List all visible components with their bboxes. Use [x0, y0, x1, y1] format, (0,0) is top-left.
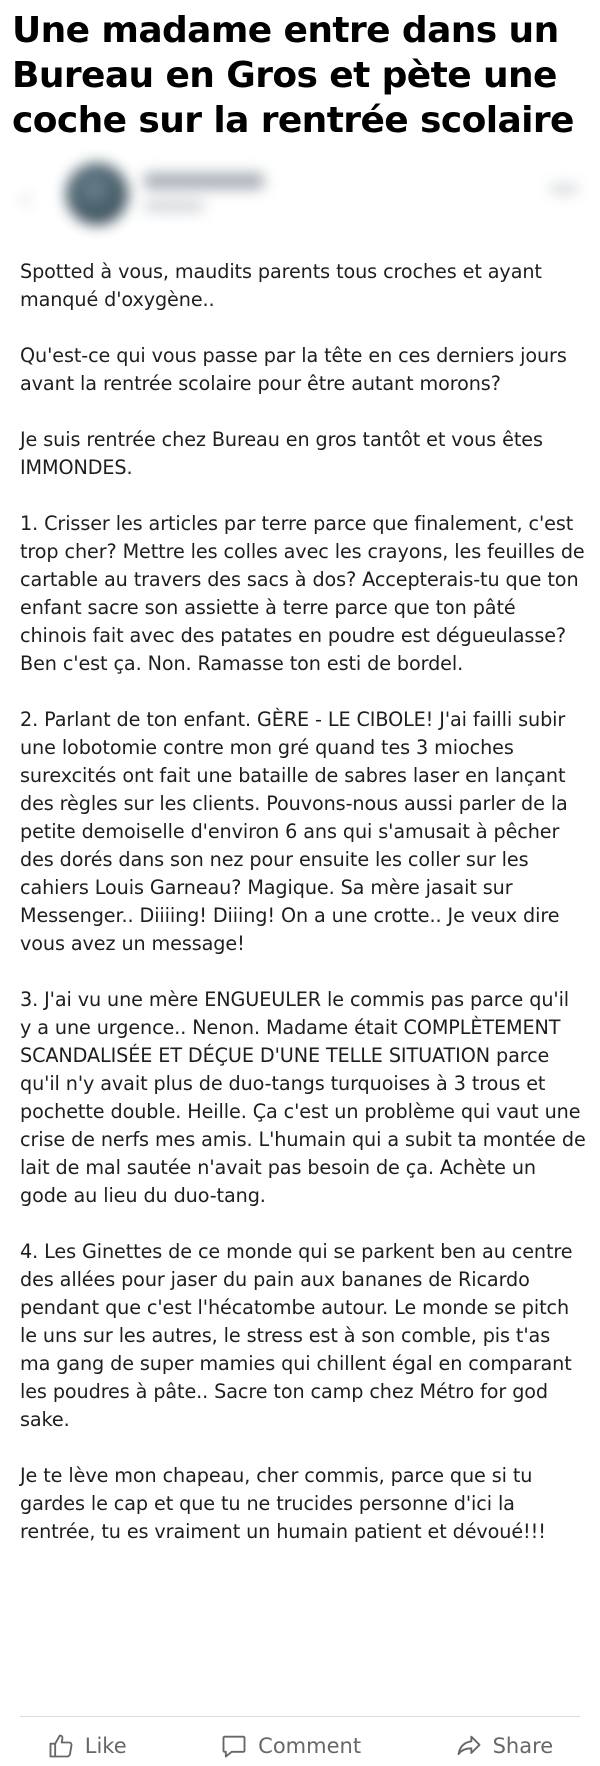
more-options-icon[interactable] — [550, 185, 578, 193]
comment-bubble-icon — [220, 1732, 248, 1760]
post-meta-redacted — [144, 201, 204, 211]
like-button[interactable] — [47, 1732, 127, 1760]
post-header-blurred — [0, 155, 600, 245]
comment-label: Comment — [258, 1734, 362, 1758]
thumbs-up-icon — [47, 1732, 75, 1760]
post-paragraph: 1. Crisser les articles par terre parce que finalement, c'est trop cher? Mettre les colles avec les crayons, les feuilles de cartable au travers des sacs à dos? Accepterais-tu que ton enfant sacre son assiette à terre parce que ton pâté chinois fait avec des patates en poudre est dégueulasse? Ben c'est ça. Non. Ramasse ton esti de bordel. — [20, 512, 585, 675]
share-label: Share — [492, 1734, 554, 1758]
post-actions-bar — [0, 1726, 600, 1766]
comment-button[interactable] — [220, 1732, 361, 1760]
like-label: Like — [84, 1734, 127, 1758]
author-name-redacted[interactable] — [144, 173, 264, 189]
back-arrow-icon[interactable]: ‹ — [22, 185, 30, 212]
post-body — [20, 258, 586, 1574]
post-paragraph: Je te lève mon chapeau, cher commis, parce que si tu gardes le cap et que tu ne trucides personne d'ici la rentrée, tu es vraiment un humain patient et dévoué!!! — [20, 1464, 546, 1543]
share-arrow-icon — [455, 1732, 483, 1760]
actions-divider — [20, 1716, 580, 1717]
avatar[interactable] — [66, 163, 128, 225]
share-button[interactable] — [455, 1732, 554, 1760]
headline: Une madame entre dans un Bureau en Gros et pète une coche sur la rentrée scolaire — [12, 10, 574, 141]
post-paragraph: 4. Les Ginettes de ce monde qui se parkent ben au centre des allées pour jaser du pain aux bananes de Ricardo pendant que c'est l'hécatombe autour. Le monde se pitch le uns sur les autres, le stress est à son comble, pis t'as ma gang de super mamies qui chillent égal en comparant les poudres à pâte.. Sacre ton camp chez Métro for god sake. — [20, 1240, 573, 1431]
post-paragraph: Je suis rentrée chez Bureau en gros tantôt et vous êtes IMMONDES. — [20, 428, 543, 479]
post-paragraph: Spotted à vous, maudits parents tous croches et ayant manqué d'oxygène.. — [20, 260, 542, 311]
post-paragraph: Qu'est-ce qui vous passe par la tête en ces derniers jours avant la rentrée scolaire pour être autant morons? — [20, 344, 567, 395]
post-paragraph: 2. Parlant de ton enfant. GÈRE - LE CIBOLE! J'ai failli subir une lobotomie contre mon gré quand tes 3 mioches surexcités ont fait une bataille de sabres laser en lançant des règles sur les clients. Pouvons-nous aussi parler de la petite demoiselle d'environ 6 ans qui s'amusait à pêcher des dorés dans son nez pour ensuite les coller sur les cahiers Louis Garneau? Magique. Sa mère jasait sur Messenger.. Diiiing! Diiing! On a une crotte.. Je veux dire vous avez un message! — [20, 708, 568, 955]
post-paragraph: 3. J'ai vu une mère ENGUEULER le commis pas parce qu'il y a une urgence.. Nenon. Madame était COMPLÈTEMENT SCANDALISÉE ET DÉÇUE D'UNE TELLE SITUATION parce qu'il n'y avait plus de duo-tangs turquoises à 3 trous et pochette double. Heille. Ça c'est un problème qui vaut une crise de nerfs mes amis. L'humain qui a subit ta montée de lait de mal sautée n'avait pas besoin de ça. Achète un gode au lieu du duo-tang. — [20, 988, 586, 1207]
